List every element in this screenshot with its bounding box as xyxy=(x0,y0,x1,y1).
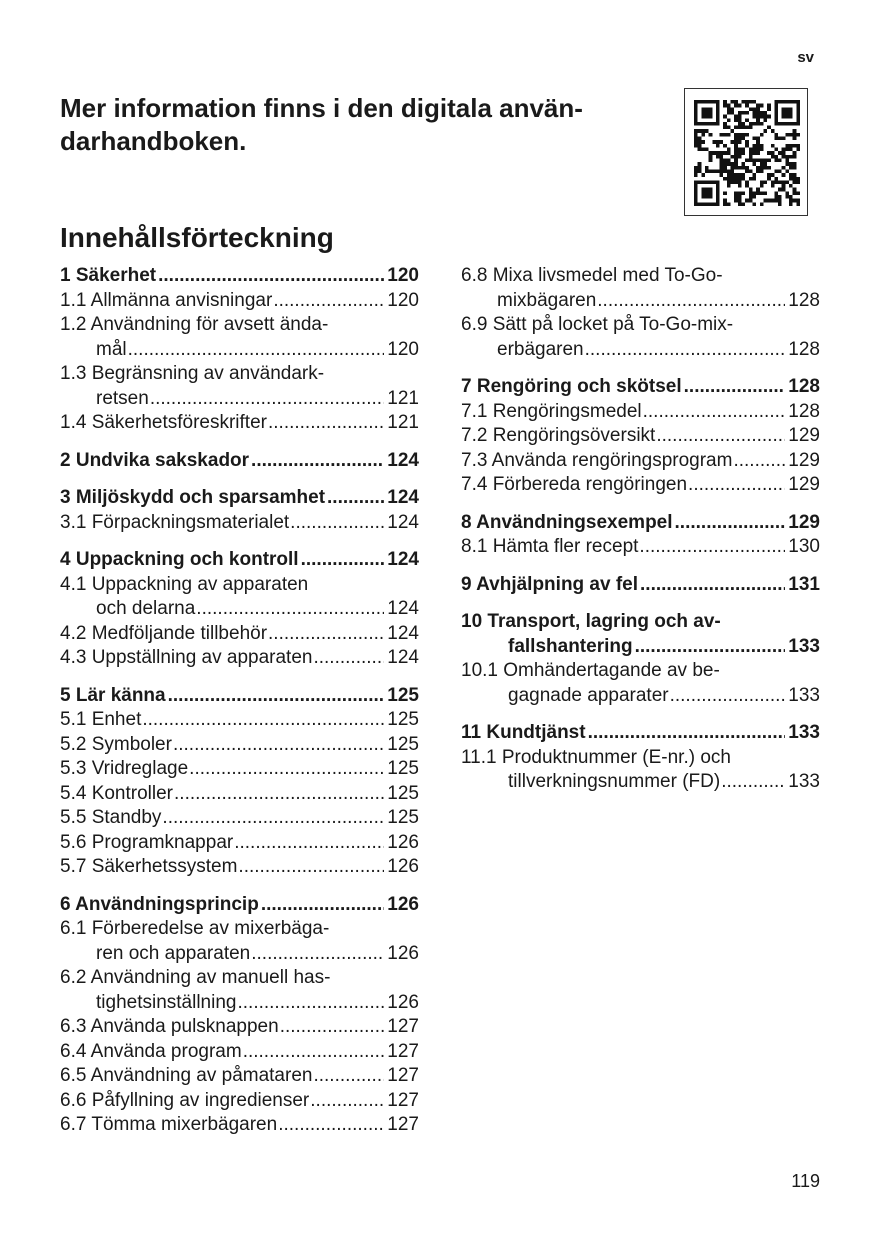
toc-page-number: 133 xyxy=(788,771,820,792)
toc-section-entry[interactable] xyxy=(60,831,419,856)
headline-line: darhandboken. xyxy=(60,126,247,156)
toc-entry-label: 10.1 Omhändertagande av be- xyxy=(461,660,720,681)
toc-page-number: 125 xyxy=(387,782,419,804)
qr-code-icon xyxy=(694,100,800,206)
toc-leader-dots xyxy=(150,387,384,412)
toc-entry-label: 6.1 Förberedelse av mixerbäga- xyxy=(60,918,330,939)
toc-section-entry[interactable] xyxy=(461,659,820,708)
toc-entry-label: 1.3 Begränsning av användark- xyxy=(60,363,325,384)
toc-entry-label: 1.1 Allmänna anvisningar xyxy=(60,289,273,311)
toc-leader-dots xyxy=(273,289,384,314)
toc-section-entry[interactable] xyxy=(60,1015,419,1040)
toc-leader-dots xyxy=(310,1089,384,1114)
toc-entry-label: 5 Lär känna xyxy=(60,684,166,706)
toc-leader-dots xyxy=(268,411,384,436)
toc-entry-label: 8.1 Hämta fler recept xyxy=(461,536,639,557)
toc-section-entry[interactable] xyxy=(60,733,419,758)
toc-leader-dots xyxy=(656,424,785,449)
toc-entry-label: 8 Användningsexempel xyxy=(461,511,673,533)
toc-section-entry[interactable] xyxy=(60,622,419,647)
toc-page-number: 120 xyxy=(387,265,419,286)
toc-entry-label: 9 Avhjälpning av fel xyxy=(461,573,639,595)
toc-section-entry[interactable] xyxy=(461,473,820,498)
toc-chapter-entry[interactable] xyxy=(461,375,820,400)
toc-entry-label: ren och apparaten xyxy=(96,942,251,964)
toc-page-number: 124 xyxy=(387,647,419,668)
toc-page-number: 125 xyxy=(387,684,419,706)
toc-section-entry[interactable] xyxy=(461,313,820,362)
toc-section-entry[interactable] xyxy=(60,1113,419,1138)
toc-entry-label: 2 Undvika sakskador xyxy=(60,449,250,471)
toc-page-number: 124 xyxy=(387,549,419,570)
toc-page-number: 129 xyxy=(788,449,820,471)
toc-page-number: 121 xyxy=(387,412,419,433)
toc-section-entry[interactable] xyxy=(60,411,419,436)
toc-entry-label: 11 Kundtjänst xyxy=(461,722,586,743)
toc-entry-label: 7.4 Förbereda rengöringen xyxy=(461,474,688,495)
toc-page-number: 124 xyxy=(387,598,419,619)
toc-right-column xyxy=(461,264,820,795)
toc-title: Innehållsförteckning xyxy=(60,222,334,253)
toc-section-entry[interactable] xyxy=(461,449,820,474)
toc-page-number: 129 xyxy=(788,425,820,446)
toc-section-entry[interactable] xyxy=(60,1040,419,1065)
toc-entry-label: erbägaren xyxy=(497,338,584,360)
toc-page-number: 128 xyxy=(788,338,820,360)
toc-leader-dots xyxy=(280,1015,385,1040)
toc-entry-label: 11.1 Produktnummer (E-nr.) och xyxy=(461,746,731,768)
toc-leader-dots xyxy=(238,855,384,880)
toc-entry-label: 4.2 Medföljande tillbehör xyxy=(60,622,268,644)
toc-chapter-entry[interactable] xyxy=(60,548,419,573)
toc-page-number: 129 xyxy=(788,474,820,495)
toc-entry-label: 6.9 Sätt på locket på To-Go-mix- xyxy=(461,314,734,335)
toc-leader-dots xyxy=(313,1064,384,1089)
toc-entry-label: tighetsinställning xyxy=(96,991,237,1013)
toc-page-number: 126 xyxy=(387,991,419,1013)
toc-leader-dots xyxy=(643,400,786,425)
toc-page-number: 124 xyxy=(387,487,419,508)
toc-page-number: 126 xyxy=(387,831,419,853)
toc-page-number: 129 xyxy=(788,511,820,533)
page-number: 119 xyxy=(791,1171,820,1191)
toc-leader-dots xyxy=(174,782,384,807)
toc-section-entry[interactable] xyxy=(461,535,820,560)
toc-page-number: 127 xyxy=(387,1016,419,1037)
toc-leader-dots xyxy=(243,1040,385,1065)
toc-page-number: 133 xyxy=(788,635,820,657)
toc-chapter-entry[interactable] xyxy=(60,486,419,511)
toc-page-number: 133 xyxy=(788,684,820,706)
toc-leader-dots xyxy=(301,548,385,573)
toc-leader-dots xyxy=(142,708,384,733)
toc-section-entry[interactable] xyxy=(461,746,820,795)
toc-leader-dots xyxy=(327,486,384,511)
toc-leader-dots xyxy=(597,289,785,314)
toc-page-number: 125 xyxy=(387,709,419,730)
toc-leader-dots xyxy=(237,991,384,1016)
toc-leader-dots xyxy=(173,733,384,758)
toc-entry-label: 6.2 Användning av manuell has- xyxy=(60,967,331,988)
toc-page-number: 128 xyxy=(788,376,820,397)
toc-leader-dots xyxy=(313,646,384,671)
toc-leader-dots xyxy=(162,806,384,831)
toc-leader-dots xyxy=(670,684,786,709)
toc-leader-dots xyxy=(585,338,786,363)
toc-leader-dots xyxy=(639,535,785,560)
toc-page-number: 120 xyxy=(387,289,419,311)
toc-leader-dots xyxy=(189,757,384,782)
toc-section-entry[interactable] xyxy=(461,424,820,449)
toc-page-number: 125 xyxy=(387,807,419,828)
toc-section-entry[interactable] xyxy=(60,289,419,314)
toc-entry-label: 7.3 Använda rengöringsprogram xyxy=(461,449,733,471)
toc-chapter-entry[interactable] xyxy=(461,573,820,598)
qr-code[interactable] xyxy=(684,88,808,216)
toc-entry-label: 10 Transport, lagring och av- xyxy=(461,611,721,632)
toc-leader-dots xyxy=(234,831,384,856)
toc-entry-label: 7.1 Rengöringsmedel xyxy=(461,400,642,422)
language-code: sv xyxy=(797,49,814,66)
toc-page-number: 126 xyxy=(387,856,419,877)
toc-entry-label: fallshantering xyxy=(508,635,633,657)
toc-section-entry[interactable] xyxy=(60,757,419,782)
toc-entry-label: och delarna xyxy=(96,598,196,619)
toc-leader-dots xyxy=(290,511,384,536)
toc-section-entry[interactable] xyxy=(60,917,419,966)
toc-chapter-entry[interactable] xyxy=(60,893,419,918)
toc-page-number: 127 xyxy=(387,1114,419,1135)
toc-entry-label: 4.3 Uppställning av apparaten xyxy=(60,647,313,668)
toc-leader-dots xyxy=(196,597,384,622)
toc-section-entry[interactable] xyxy=(60,573,419,622)
toc-entry-label: 3 Miljöskydd och sparsamhet xyxy=(60,487,326,508)
toc-entry-label: 6 Användningsprincip xyxy=(60,893,259,915)
toc-page-number: 133 xyxy=(788,722,820,743)
toc-page-number: 125 xyxy=(387,733,419,755)
toc-entry-label: 1 Säkerhet xyxy=(60,265,157,286)
toc-entry-label: 1.2 Användning för avsett ända- xyxy=(60,314,329,335)
digital-manual-headline xyxy=(60,92,660,158)
toc-section-entry[interactable] xyxy=(60,511,419,536)
toc-section-entry[interactable] xyxy=(60,313,419,362)
toc-left-column xyxy=(60,264,419,1138)
toc-section-entry[interactable] xyxy=(60,855,419,880)
toc-section-entry[interactable] xyxy=(461,264,820,313)
toc-page-number: 127 xyxy=(387,1065,419,1086)
toc-page-number: 124 xyxy=(387,622,419,644)
toc-entry-label: 1.4 Säkerhetsföreskrifter xyxy=(60,412,267,433)
toc-chapter-entry[interactable] xyxy=(461,610,820,659)
toc-section-entry[interactable] xyxy=(60,806,419,831)
toc-entry-label: 5.1 Enhet xyxy=(60,709,142,730)
toc-section-entry[interactable] xyxy=(60,1089,419,1114)
toc-entry-label: 5.4 Kontroller xyxy=(60,782,174,804)
toc-page-number: 126 xyxy=(387,893,419,915)
toc-entry-label: 7 Rengöring och skötsel xyxy=(461,376,682,397)
toc-leader-dots xyxy=(168,684,385,709)
toc-chapter-entry[interactable] xyxy=(60,264,419,289)
toc-entry-label: 6.7 Tömma mixerbägaren xyxy=(60,1114,278,1135)
toc-page-number: 124 xyxy=(387,511,419,533)
toc-page-number: 124 xyxy=(387,449,419,471)
headline-line: Mer information finns i den digitala använ- xyxy=(60,93,583,123)
toc-entry-label: 5.2 Symboler xyxy=(60,733,172,755)
toc-chapter-entry[interactable] xyxy=(60,449,419,474)
toc-leader-dots xyxy=(251,449,384,474)
toc-entry-label: mål xyxy=(96,338,127,360)
toc-section-entry[interactable] xyxy=(60,782,419,807)
toc-entry-label: 3.1 Förpackningsmaterialet xyxy=(60,511,290,533)
toc-entry-label: 4 Uppackning och kontroll xyxy=(60,549,299,570)
toc-chapter-entry[interactable] xyxy=(461,511,820,536)
toc-leader-dots xyxy=(675,511,786,536)
toc-page-number: 120 xyxy=(387,338,419,360)
toc-entry-label: 6.8 Mixa livsmedel med To-Go- xyxy=(461,265,723,286)
toc-leader-dots xyxy=(588,721,786,746)
toc-entry-label: 6.3 Använda pulsknappen xyxy=(60,1016,279,1037)
toc-entry-label: retsen xyxy=(96,387,149,409)
toc-entry-label: 5.7 Säkerhetssystem xyxy=(60,856,238,877)
toc-section-entry[interactable] xyxy=(60,1064,419,1089)
toc-leader-dots xyxy=(733,449,785,474)
toc-page-number: 128 xyxy=(788,400,820,422)
toc-leader-dots xyxy=(640,573,785,598)
toc-entry-label: 6.6 Påfyllning av ingredienser xyxy=(60,1089,310,1111)
toc-section-entry[interactable] xyxy=(461,400,820,425)
toc-leader-dots xyxy=(261,893,384,918)
toc-page-number: 131 xyxy=(788,573,820,595)
toc-entry-label: 5.5 Standby xyxy=(60,807,162,828)
toc-leader-dots xyxy=(128,338,385,363)
toc-page-number: 128 xyxy=(788,289,820,311)
toc-entry-label: mixbägaren xyxy=(497,289,597,311)
toc-entry-label: gagnade apparater xyxy=(508,684,669,706)
toc-entry-label: tillverkningsnummer (FD) xyxy=(508,771,721,792)
toc-entry-label: 6.4 Använda program xyxy=(60,1040,242,1062)
toc-entry-label: 5.6 Programknappar xyxy=(60,831,234,853)
toc-leader-dots xyxy=(721,770,785,795)
toc-entry-label: 6.5 Användning av påmataren xyxy=(60,1065,313,1086)
toc-section-entry[interactable] xyxy=(60,362,419,411)
toc-page-number: 126 xyxy=(387,942,419,964)
toc-leader-dots xyxy=(251,942,384,967)
toc-page-number: 127 xyxy=(387,1089,419,1111)
toc-page-number: 125 xyxy=(387,758,419,779)
toc-leader-dots xyxy=(688,473,785,498)
toc-entry-label: 7.2 Rengöringsöversikt xyxy=(461,425,656,446)
toc-chapter-entry[interactable] xyxy=(60,684,419,709)
toc-leader-dots xyxy=(635,635,786,660)
toc-leader-dots xyxy=(158,264,384,289)
toc-section-entry[interactable] xyxy=(60,646,419,671)
toc-chapter-entry[interactable] xyxy=(461,721,820,746)
toc-entry-label: 4.1 Uppackning av apparaten xyxy=(60,573,309,595)
toc-page-number: 127 xyxy=(387,1040,419,1062)
toc-leader-dots xyxy=(684,375,786,400)
toc-entry-label: 5.3 Vridreglage xyxy=(60,758,189,779)
toc-page-number: 121 xyxy=(387,387,419,409)
toc-page-number: 130 xyxy=(788,536,820,557)
toc-leader-dots xyxy=(268,622,384,647)
toc-leader-dots xyxy=(278,1113,384,1138)
toc-section-entry[interactable] xyxy=(60,708,419,733)
toc-section-entry[interactable] xyxy=(60,966,419,1015)
